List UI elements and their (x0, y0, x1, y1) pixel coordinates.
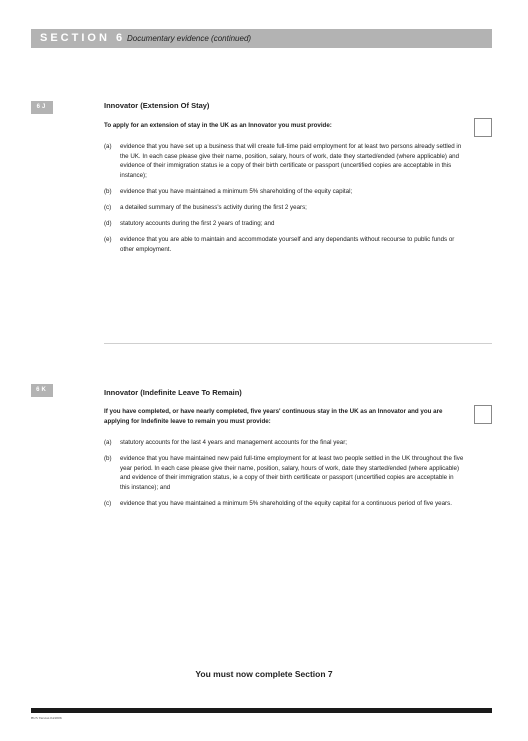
list-item (104, 454, 464, 492)
list-text: statutory accounts during the first 2 years of trading; and (120, 220, 275, 228)
footer-bar (31, 708, 492, 713)
list-item (104, 438, 464, 448)
lead-6j: To apply for an extension of stay in the UK as an Innovator you must provide: (104, 122, 332, 129)
list-item (104, 235, 464, 254)
list-item (104, 187, 464, 197)
list-text: evidence that you have maintained a minimum 5% shareholding of the equity capital; (120, 187, 353, 195)
checkbox-6j[interactable] (474, 118, 492, 137)
list-marker: (c) (104, 499, 112, 507)
tag-6k: 6K (31, 384, 53, 397)
list-text: evidence that you have set up a business that will create full-time paid employment for at least two persons already settled in the UK. In each case please give their name, position, salary, hours of work, date they started/ended (where applicable) and evidence of their immigration status ie a copy of their birth certificate or passport (uncertified copies are acceptable in this instance); (120, 143, 462, 179)
list-item (104, 499, 464, 509)
list-text: statutory accounts for the last 4 years and management accounts for the final year; (120, 439, 347, 446)
title-6k: Innovator (Indefinite Leave To Remain) (104, 388, 242, 397)
list-text: evidence that you have maintained a minimum 5% shareholding of the equity capital for a continuous period of five years. (120, 499, 452, 507)
list-marker: (d) (104, 220, 112, 228)
section-subtitle: Documentary evidence (continued) (127, 34, 252, 43)
list-text: a detailed summary of the business's activity during the first 2 years; (120, 203, 307, 211)
list-marker: (c) (104, 203, 112, 211)
tag-6j: 6J (31, 101, 53, 114)
list-text: evidence that you are able to maintain and accommodate yourself and any dependants without recourse to public funds or other employment. (120, 236, 455, 253)
lead-6k: If you have completed, or have nearly completed, five years' continuous stay in the UK as an Innovator and you are applying for Indefinite leave to remain you must provide: (104, 408, 443, 425)
section-header-bar (31, 29, 492, 48)
section-divider (104, 343, 492, 344)
list-marker: (b) (104, 187, 112, 195)
list-6k (104, 438, 464, 515)
list-marker: (a) (104, 143, 112, 150)
list-text: evidence that you have maintained new paid full-time employment for at least two people settled in the UK throughout the five year period. In each case please give their name, position, salary, hours of work, date they started/ended (where applicable) and evidence of their immigration status, ie a copy of their birth certificate or passport (uncertified copies are acceptable in this instance); and (120, 455, 464, 491)
section-title: SECTION 6 (40, 32, 126, 44)
title-6j: Innovator (Extension Of Stay) (104, 101, 210, 110)
list-6j (104, 142, 464, 261)
footer-message: You must now complete Section 7 (195, 669, 333, 679)
list-item (104, 219, 464, 229)
list-marker: (e) (104, 236, 112, 244)
list-item (104, 142, 464, 180)
list-marker: (a) (104, 439, 112, 446)
checkbox-6k[interactable] (474, 405, 492, 424)
list-item (104, 203, 464, 213)
version-label: BUS Version 04/2006 (31, 716, 62, 720)
list-marker: (b) (104, 455, 112, 463)
